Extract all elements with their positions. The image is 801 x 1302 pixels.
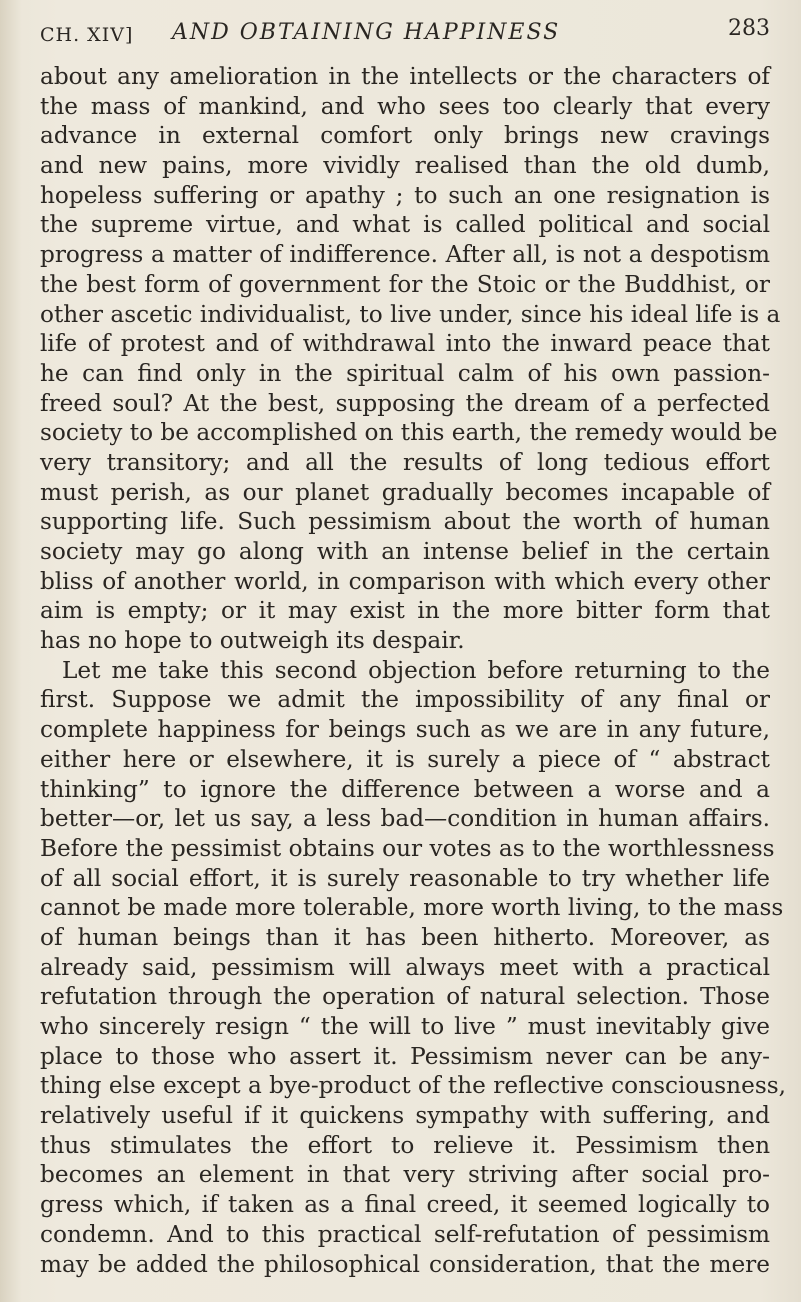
text-line: life of protest and of withdrawal into the inward peace that [40,330,770,358]
text-line: very transitory; and all the results of long tedious effort [40,448,770,476]
text-line: advance in external comfort only brings new cravings [40,122,770,150]
running-head [40,14,770,54]
text-line: may be added the philosophical consideration, that the mere [40,1250,770,1278]
text-line: aim is empty; or it may exist in the more bitter form that [40,597,770,625]
text-line: the mass of mankind, and who sees too clearly that every [40,92,770,120]
page-number: 283 [728,16,770,41]
text-line: first. Suppose we admit the impossibility of any final or [40,686,770,714]
text-line: bliss of another world, in comparison with which every other [40,567,770,595]
text-line: who sincerely resign “ the will to live ” must inevitably give [40,1013,770,1040]
text-line: society may go along with an intense belief in the certain [40,538,770,565]
text-line: Let me take this second objection before returning to the [62,656,770,684]
text-line: relatively useful if it quickens sympathy with suffering, and [40,1102,770,1130]
text-line: already said, pessimism will always meet with a practical [40,953,770,981]
text-line: other ascetic individualist, to live under, since his ideal life is a [40,300,781,328]
text-line: complete happiness for beings such as we are in any future, [40,716,770,744]
text-line: condemn. And to this practical self-refutation of pessimism [40,1220,770,1248]
text-line: of all social effort, it is surely reasonable to try whether life [40,864,770,892]
text-line: progress a matter of indifference. After all, is not a despotism [40,241,770,269]
text-line: freed soul? At the best, supposing the dream of a perfected [40,389,770,417]
text-line: gress which, if taken as a final creed, it seemed logically to [40,1191,770,1219]
text-line: the supreme virtue, and what is called political and social [40,211,770,239]
running-title: AND OBTAINING HAPPINESS [172,20,561,45]
text-line: society to be accomplished on this earth, the remedy would be [40,419,778,447]
text-line: must perish, as our planet gradually becomes incapable of [40,478,770,506]
text-line: he can find only in the spiritual calm of his own passion- [40,359,770,387]
chapter-marker: CH. XIV] [40,24,134,46]
text-line: thinking” to ignore the difference between a worse and a [40,775,770,803]
body-text [40,62,786,1279]
text-line: cannot be made more tolerable, more worth living, to the mass [40,894,784,922]
text-line: thing else except a bye-product of the reflective consciousness, [40,1072,786,1100]
text-line: either here or elsewhere, it is surely a piece of “ abstract [40,745,770,773]
text-line: and new pains, more vividly realised than the old dumb, [40,152,770,180]
text-line: about any amelioration in the intellects or the characters of [40,63,770,90]
text-line: place to those who assert it. Pessimism never can be any- [40,1042,770,1070]
text-line: becomes an element in that very striving after social pro- [40,1161,770,1189]
text-line: Before the pessimist obtains our votes as to the worthlessness [40,834,775,862]
text-line: refutation through the operation of natural selection. Those [40,983,770,1011]
text-line: of human beings than it has been hitherto. Moreover, as [40,923,770,951]
text-line: thus stimulates the effort to relieve it. Pessimism then [40,1131,770,1159]
text-line: the best form of government for the Stoic or the Buddhist, or [40,270,770,298]
text-line: has no hope to outweigh its despair. [40,627,465,655]
text-line: supporting life. Such pessimism about the worth of human [40,508,770,536]
text-line: better—or, let us say, a less bad—condition in human affairs. [40,805,770,833]
text-line: hopeless suffering or apathy ; to such an one resignation is [40,181,770,209]
